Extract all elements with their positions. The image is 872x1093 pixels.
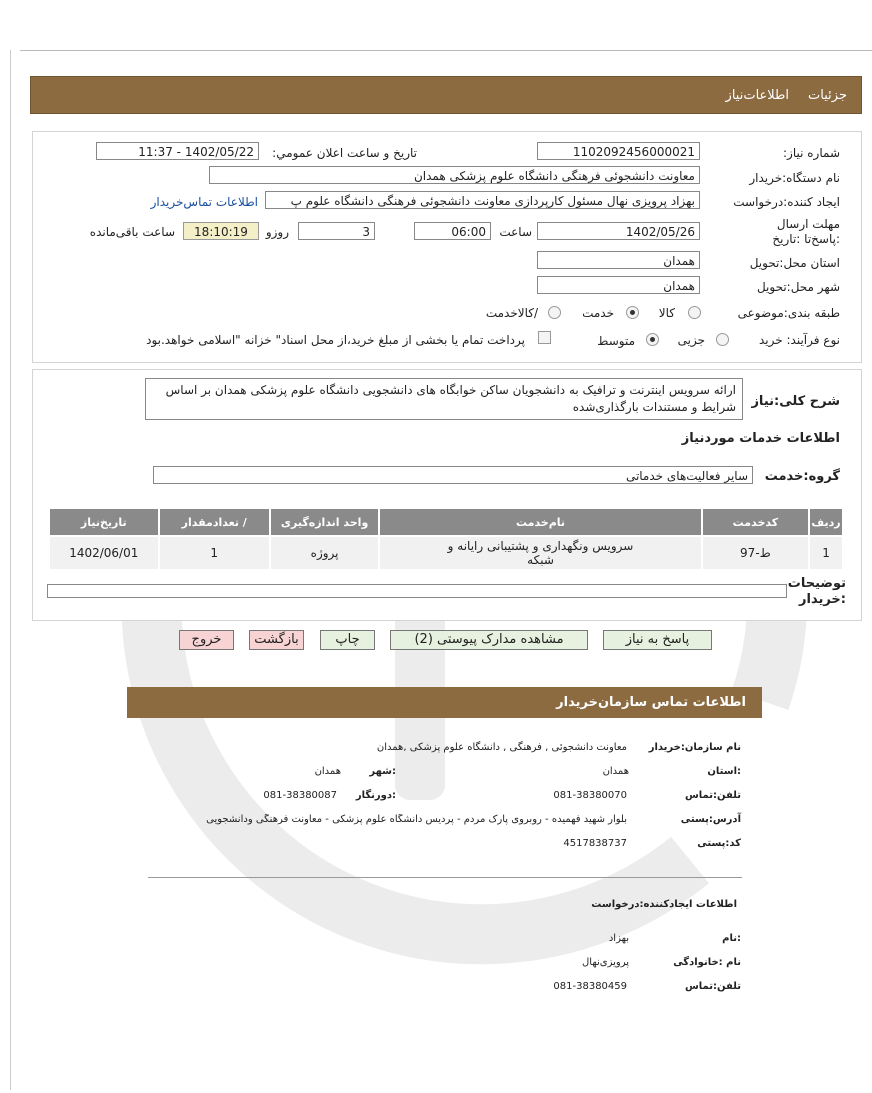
- cell-date: 1402/06/01: [49, 536, 159, 570]
- attachments-button[interactable]: مشاهده مدارک پیوستی (2): [390, 630, 588, 650]
- category-label: طبقه بندی:موضوعی: [737, 306, 840, 320]
- creator-info-title: اطلاعات ایجادکننده:درخواست: [591, 899, 737, 910]
- buyer-label: نام دستگاه:خریدار: [749, 171, 840, 185]
- radio-medium[interactable]: [646, 333, 659, 346]
- radio-partial-label: جزیی: [677, 333, 705, 347]
- announce-field: 1402/05/22 - 11:37: [96, 142, 259, 160]
- contact-city-value: همدان: [314, 766, 341, 777]
- radio-goods-service[interactable]: [548, 306, 561, 319]
- remaining-label: ساعت باقی‌مانده: [89, 225, 175, 239]
- days-label: روزو: [265, 225, 289, 239]
- contact-bar: [127, 687, 762, 718]
- need-number-label: شماره نیاز:: [783, 146, 840, 160]
- summary-text: ارائه سرویس اینترنت و ترافیک به دانشجویان ساکن خوابگاه های دانشجویی دانشگاه علوم پزشکی همدان بر اساس شرایط و مستندات بارگذاری‌شده: [145, 378, 743, 420]
- summary-label: شرح کلی:نیاز: [751, 394, 840, 409]
- province-label: استان محل:تحویل: [749, 256, 840, 270]
- process-label: نوع فرآیند: خرید: [759, 333, 840, 347]
- tab-need-info[interactable]: اطلاعات‌نیاز: [725, 88, 789, 103]
- service-group-field: سایر فعالیت‌های خدماتی: [153, 466, 753, 484]
- org-value: معاونت دانشجوئی , فرهنگی , دانشگاه علوم پزشکی ,همدان: [376, 742, 627, 753]
- creator-field: بهزاد پرویزی نهال مسئول کارپردازی معاونت دانشجوئی فرهنگی دانشگاه علوم پ: [265, 191, 700, 209]
- cell-code: ط-97: [702, 536, 809, 570]
- postal-value: 4517838737: [563, 838, 627, 849]
- tab-details[interactable]: جزئیات: [808, 88, 847, 103]
- need-number-field: 1102092456000021: [537, 142, 700, 160]
- address-value: بلوار شهید فهمیده - روبروی پارک مردم - پردیس دانشگاه علوم پزشکی - معاونت فرهنگی ودانشجویی: [206, 814, 627, 825]
- table-row: [49, 536, 843, 570]
- top-divider: [20, 50, 872, 51]
- radio-goods-service-label: /کالاخدمت: [485, 306, 538, 320]
- deadline-label: مهلت ارسال :پاسخ‌تا :تاریخ: [772, 217, 840, 246]
- postal-label: کد:پستی: [697, 838, 741, 849]
- name-label: :نام: [722, 933, 741, 944]
- buyer-field: معاونت دانشجوئی فرهنگی دانشگاه علوم پزشکی همدان: [209, 166, 700, 184]
- cell-row: 1: [809, 536, 843, 570]
- th-code: کدخدمت: [702, 508, 809, 536]
- radio-partial[interactable]: [716, 333, 729, 346]
- cell-qty: 1: [159, 536, 270, 570]
- creator-label: ایجاد کننده:درخواست: [733, 195, 840, 209]
- radio-goods-label: کالا: [658, 306, 675, 320]
- city-label: شهر محل:تحویل: [756, 280, 840, 294]
- contact-province-value: همدان: [602, 766, 629, 777]
- cell-unit: پروژه: [270, 536, 379, 570]
- payment-checkbox[interactable]: [538, 331, 551, 344]
- back-button[interactable]: بازگشت: [249, 630, 304, 650]
- contact-divider: [148, 877, 742, 878]
- radio-goods[interactable]: [688, 306, 701, 319]
- province-field: همدان: [537, 251, 700, 269]
- fax-label: :دورنگار: [355, 790, 396, 801]
- radio-medium-label: متوسط: [597, 334, 635, 348]
- buyer-contact-link[interactable]: اطلاعات تماس‌خریدار: [150, 195, 258, 209]
- remaining-time-field: 18:10:19: [183, 222, 259, 240]
- address-label: آدرس:پستی: [680, 814, 741, 825]
- reply-button[interactable]: پاسخ به نیاز: [603, 630, 712, 650]
- left-divider: [10, 50, 11, 1090]
- th-row: ردیف: [809, 508, 843, 536]
- city-field: همدان: [537, 276, 700, 294]
- name-value: بهزاد: [608, 933, 629, 944]
- radio-service-label: خدمت: [582, 306, 614, 320]
- services-title: اطلاعات خدمات موردنیاز: [681, 431, 840, 446]
- radio-service[interactable]: [626, 306, 639, 319]
- family-label: نام :خانوادگی: [673, 957, 741, 968]
- family-value: پرویزی‌نهال: [582, 957, 629, 968]
- th-qty: / تعدادمقدار: [159, 508, 270, 536]
- header-bar: [30, 76, 862, 114]
- th-name: نام‌خدمت: [379, 508, 701, 536]
- deadline-time-field: 06:00: [414, 222, 491, 240]
- services-table: [48, 507, 844, 571]
- th-unit: واحد اندازه‌گیری: [270, 508, 379, 536]
- days-field: 3: [298, 222, 375, 240]
- th-date: تاریخ‌نیاز: [49, 508, 159, 536]
- buyer-notes-field: [47, 584, 787, 598]
- buyer-notes-label: توضیحات :خریدار: [787, 576, 846, 607]
- creator-phone-value: 081-38380459: [553, 981, 627, 992]
- payment-note: پرداخت تمام یا بخشی از مبلغ خرید،از محل اسناد" خزانه "اسلامی خواهد.بود: [146, 333, 525, 347]
- cell-name: سرویس ونگهداری و پشتیبانی رایانه و شبکه: [447, 539, 634, 567]
- phone-label: تلفن:تماس: [684, 790, 741, 801]
- deadline-date-field: 1402/05/26: [537, 222, 700, 240]
- deadline-time-label: ساعت: [499, 225, 532, 239]
- contact-city-label: :شهر: [369, 766, 396, 777]
- exit-button[interactable]: خروج: [179, 630, 234, 650]
- contact-province-label: :استان: [707, 766, 741, 777]
- announce-label: تاریخ و ساعت اعلان عمومي:: [272, 146, 417, 160]
- phone-value: 081-38380070: [553, 790, 627, 801]
- org-label: نام سازمان:خریدار: [648, 742, 741, 753]
- print-button[interactable]: چاپ: [320, 630, 375, 650]
- creator-phone-label: تلفن:تماس: [684, 981, 741, 992]
- fax-value: 081-38380087: [263, 790, 337, 801]
- contact-title: اطلاعات تماس سازمان‌خریدار: [556, 695, 746, 710]
- service-group-label: گروه:خدمت: [764, 469, 840, 484]
